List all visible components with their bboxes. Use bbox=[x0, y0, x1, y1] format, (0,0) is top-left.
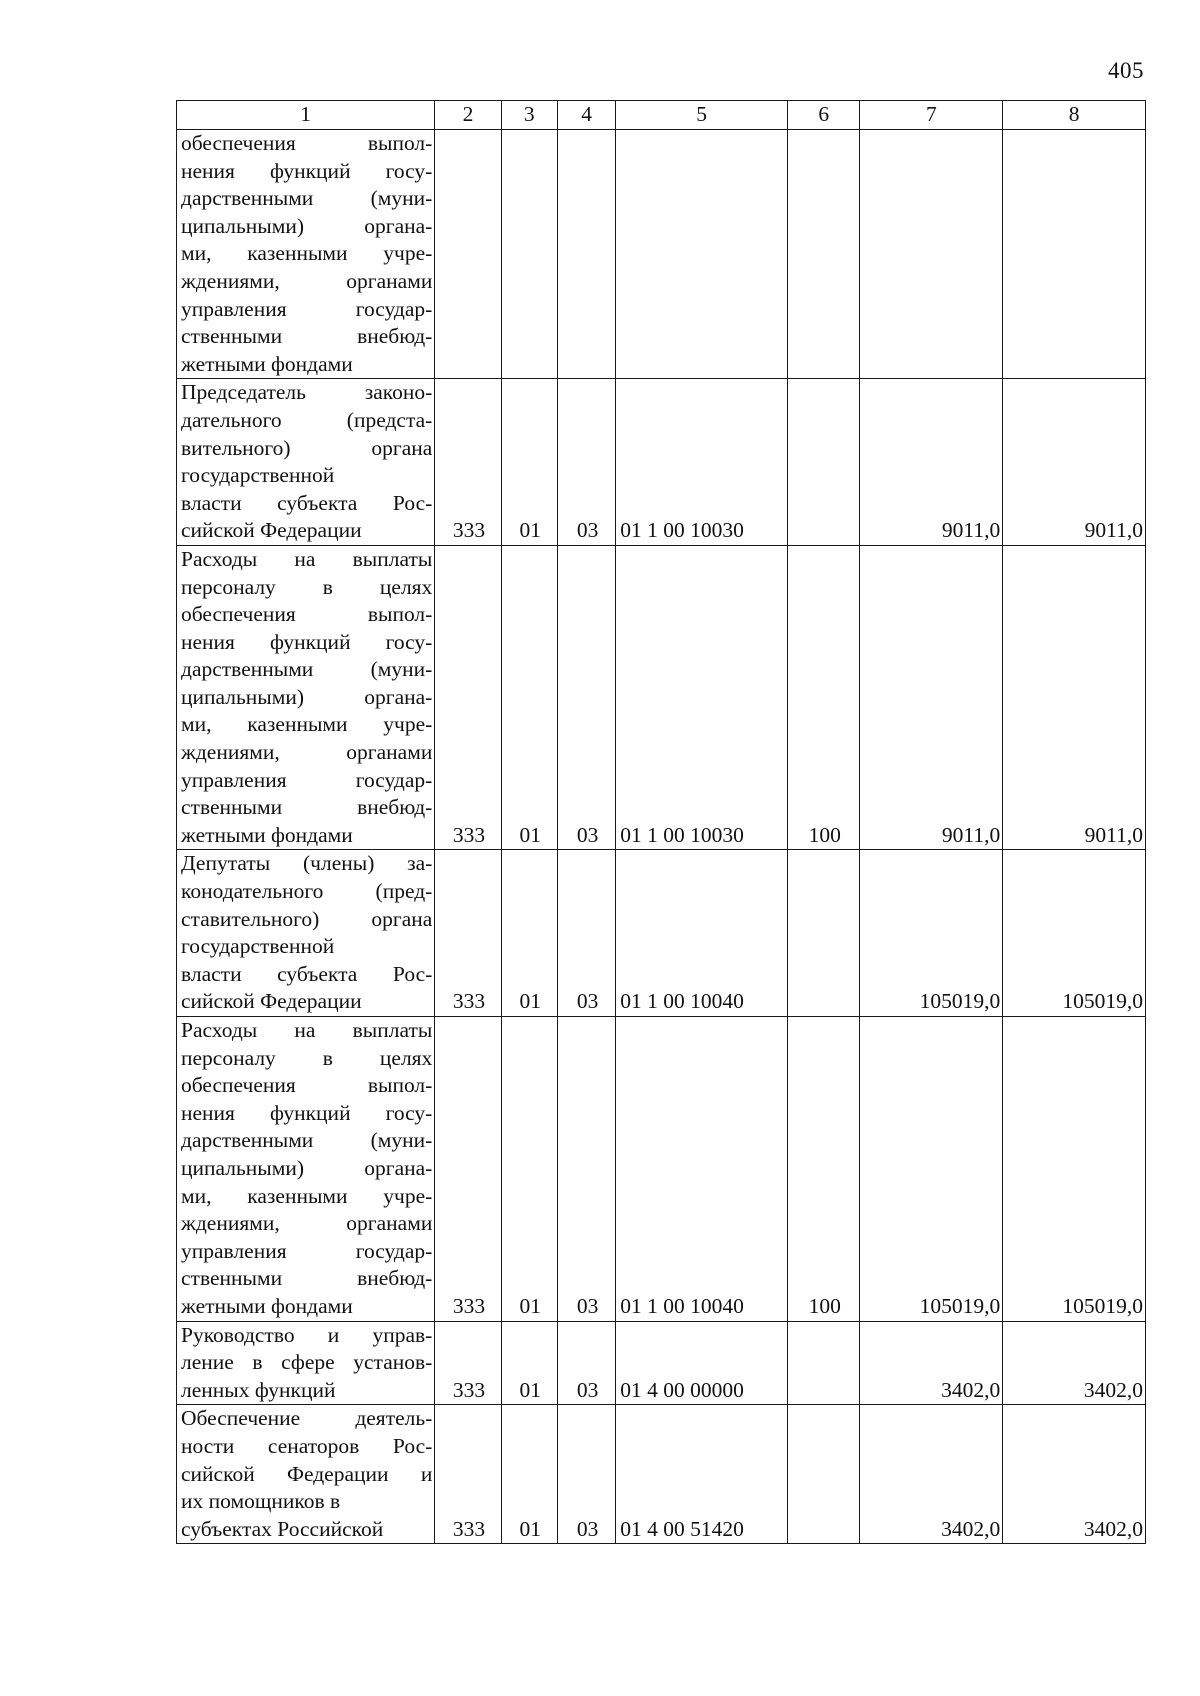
row-name-cell bbox=[177, 1321, 435, 1405]
row-name-line: ми, казенными учре- bbox=[181, 1183, 433, 1208]
chapter-code-cell: 333 bbox=[435, 1017, 501, 1322]
table-row bbox=[177, 130, 1146, 379]
row-name-line: ми, казенными учре- bbox=[181, 712, 433, 737]
row-name-line: персоналу в целях bbox=[181, 574, 433, 599]
row-name-line: ственными внебюд- bbox=[181, 795, 433, 820]
subsection-code-cell: 03 bbox=[557, 1405, 615, 1544]
row-name-line: жетными фондами bbox=[181, 822, 353, 847]
row-name-cell bbox=[177, 1405, 435, 1544]
table-body bbox=[177, 130, 1146, 1544]
table-header-row bbox=[177, 101, 1146, 130]
chapter-code-cell: 333 bbox=[435, 1321, 501, 1405]
budget-table bbox=[176, 100, 1146, 1544]
amount-cell: 9011,0 bbox=[1003, 545, 1146, 850]
chapter-code-cell bbox=[435, 130, 501, 379]
row-name-line: государственной bbox=[181, 934, 335, 959]
row-name-line: дательного (предста- bbox=[181, 407, 433, 432]
column-header: 3 bbox=[501, 101, 557, 130]
chapter-code-cell: 333 bbox=[435, 545, 501, 850]
row-name-line: ждениями, органами bbox=[181, 1211, 433, 1236]
target-article-cell bbox=[616, 130, 788, 379]
column-header: 8 bbox=[1003, 101, 1146, 130]
row-name-line: ципальными) органа- bbox=[181, 684, 433, 709]
section-code-cell: 01 bbox=[501, 1321, 557, 1405]
subsection-code-cell: 03 bbox=[557, 1017, 615, 1322]
row-name-line: обеспечения выпол- bbox=[181, 602, 433, 627]
row-name-line: дарственными (муни- bbox=[181, 1128, 433, 1153]
column-header: 4 bbox=[557, 101, 615, 130]
amount-cell: 9011,0 bbox=[860, 545, 1003, 850]
row-name-line: жетными фондами bbox=[181, 1293, 353, 1318]
expense-type-cell bbox=[788, 130, 860, 379]
amount-cell: 105019,0 bbox=[1003, 850, 1146, 1017]
chapter-code-cell: 333 bbox=[435, 1405, 501, 1544]
expense-type-cell bbox=[788, 1405, 860, 1544]
row-name-line: ждениями, органами bbox=[181, 268, 433, 293]
row-name-cell bbox=[177, 850, 435, 1017]
target-article-cell: 01 1 00 10030 bbox=[616, 379, 788, 546]
section-code-cell: 01 bbox=[501, 1405, 557, 1544]
subsection-code-cell: 03 bbox=[557, 850, 615, 1017]
amount-cell: 105019,0 bbox=[860, 1017, 1003, 1322]
row-name-line: Расходы на выплаты bbox=[181, 546, 433, 571]
target-article-cell: 01 1 00 10030 bbox=[616, 545, 788, 850]
section-code-cell: 01 bbox=[501, 850, 557, 1017]
table-row bbox=[177, 379, 1146, 546]
subsection-code-cell bbox=[557, 130, 615, 379]
row-name-line: ственными внебюд- bbox=[181, 324, 433, 349]
row-name-line: управления государ- bbox=[181, 767, 433, 792]
section-code-cell: 01 bbox=[501, 1017, 557, 1322]
table-row bbox=[177, 545, 1146, 850]
row-name-line: обеспечения выпол- bbox=[181, 131, 433, 155]
row-name-line: ципальными) органа- bbox=[181, 213, 433, 238]
expense-type-cell bbox=[788, 379, 860, 546]
row-name-line: ставительного) органа bbox=[181, 906, 433, 931]
row-name-line: нения функций госу- bbox=[181, 158, 433, 183]
row-name-line: государственной bbox=[181, 463, 335, 488]
amount-cell: 105019,0 bbox=[860, 850, 1003, 1017]
table-row bbox=[177, 850, 1146, 1017]
row-name-line: конодательного (пред- bbox=[181, 879, 433, 904]
column-header: 2 bbox=[435, 101, 501, 130]
column-header: 5 bbox=[616, 101, 788, 130]
row-name-line: ственными внебюд- bbox=[181, 1266, 433, 1291]
amount-cell: 3402,0 bbox=[1003, 1405, 1146, 1544]
subsection-code-cell: 03 bbox=[557, 1321, 615, 1405]
row-name-line: дарственными (муни- bbox=[181, 186, 433, 211]
row-name-line: ности сенаторов Рос- bbox=[181, 1433, 433, 1458]
row-name-line: сийской Федерации и bbox=[181, 1461, 433, 1486]
row-name-line: управления государ- bbox=[181, 1238, 433, 1263]
page-number: 405 bbox=[1108, 58, 1144, 83]
amount-cell: 3402,0 bbox=[1003, 1321, 1146, 1405]
expense-type-cell bbox=[788, 850, 860, 1017]
table-row bbox=[177, 1321, 1146, 1405]
row-name-line: вительного) органа bbox=[181, 435, 433, 460]
row-name-line: жетными фондами bbox=[181, 351, 353, 376]
row-name-line: сийской Федерации bbox=[181, 518, 362, 543]
row-name-line: ление в сфере установ- bbox=[181, 1350, 433, 1375]
row-name-line: Руководство и управ- bbox=[181, 1322, 433, 1347]
row-name-line: дарственными (муни- bbox=[181, 657, 433, 682]
row-name-cell bbox=[177, 1017, 435, 1322]
section-code-cell bbox=[501, 130, 557, 379]
row-name-line: власти субъекта Рос- bbox=[181, 961, 433, 986]
target-article-cell: 01 1 00 10040 bbox=[616, 1017, 788, 1322]
table-row bbox=[177, 1017, 1146, 1322]
row-name-line: власти субъекта Рос- bbox=[181, 490, 433, 515]
section-code-cell: 01 bbox=[501, 545, 557, 850]
row-name-line: Председатель законо- bbox=[181, 380, 433, 405]
expense-type-cell: 100 bbox=[788, 545, 860, 850]
target-article-cell: 01 4 00 00000 bbox=[616, 1321, 788, 1405]
amount-cell: 9011,0 bbox=[1003, 379, 1146, 546]
section-code-cell: 01 bbox=[501, 379, 557, 546]
subsection-code-cell: 03 bbox=[557, 545, 615, 850]
row-name-line: ми, казенными учре- bbox=[181, 241, 433, 266]
row-name-line: ждениями, органами bbox=[181, 740, 433, 765]
row-name-line: ципальными) органа- bbox=[181, 1155, 433, 1180]
expense-type-cell: 100 bbox=[788, 1017, 860, 1322]
row-name-line: субъектах Российской bbox=[181, 1516, 384, 1541]
chapter-code-cell: 333 bbox=[435, 850, 501, 1017]
amount-cell: 3402,0 bbox=[860, 1405, 1003, 1544]
row-name-line: ленных функций bbox=[181, 1377, 336, 1402]
amount-cell: 3402,0 bbox=[860, 1321, 1003, 1405]
subsection-code-cell: 03 bbox=[557, 379, 615, 546]
row-name-cell bbox=[177, 130, 435, 379]
target-article-cell: 01 1 00 10040 bbox=[616, 850, 788, 1017]
row-name-cell bbox=[177, 379, 435, 546]
row-name-line: обеспечения выпол- bbox=[181, 1073, 433, 1098]
row-name-cell bbox=[177, 545, 435, 850]
row-name-line: сийской Федерации bbox=[181, 989, 362, 1014]
amount-cell bbox=[1003, 130, 1146, 379]
row-name-line: управления государ- bbox=[181, 296, 433, 321]
column-header: 7 bbox=[860, 101, 1003, 130]
row-name-line: их помощников в bbox=[181, 1489, 341, 1514]
table-row bbox=[177, 1405, 1146, 1544]
row-name-line: Депутаты (члены) за- bbox=[181, 851, 433, 876]
chapter-code-cell: 333 bbox=[435, 379, 501, 546]
row-name-line: нения функций госу- bbox=[181, 629, 433, 654]
amount-cell: 9011,0 bbox=[860, 379, 1003, 546]
row-name-line: Обеспечение деятель- bbox=[181, 1406, 433, 1431]
expense-type-cell bbox=[788, 1321, 860, 1405]
amount-cell bbox=[860, 130, 1003, 379]
row-name-line: Расходы на выплаты bbox=[181, 1018, 433, 1042]
column-header: 6 bbox=[788, 101, 860, 130]
column-header: 1 bbox=[177, 101, 435, 130]
row-name-line: нения функций госу- bbox=[181, 1100, 433, 1125]
target-article-cell: 01 4 00 51420 bbox=[616, 1405, 788, 1544]
amount-cell: 105019,0 bbox=[1003, 1017, 1146, 1322]
row-name-line: персоналу в целях bbox=[181, 1045, 433, 1070]
